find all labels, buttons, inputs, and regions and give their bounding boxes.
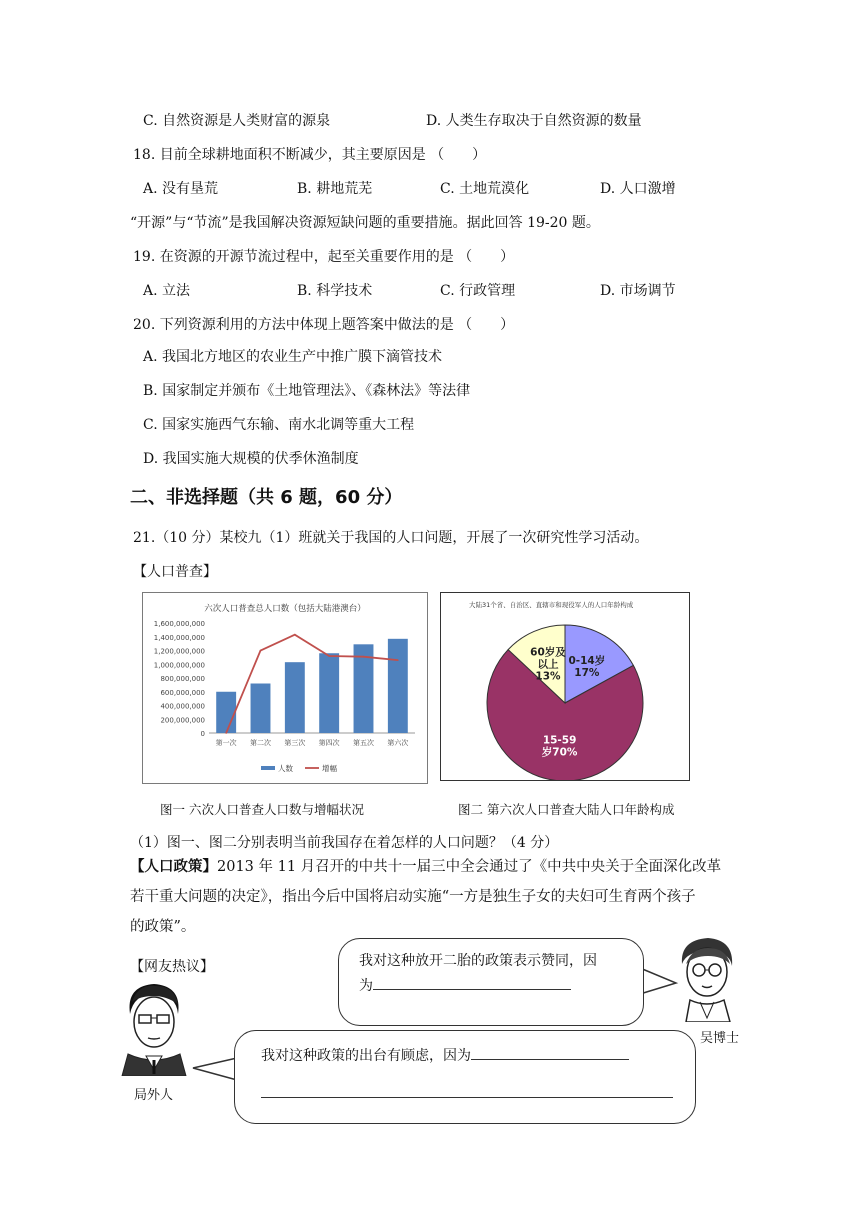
bubble-2-text: 我对这种政策的出台有顾虑，因为 [261,1045,629,1066]
y-tick-label: 1,400,000,000 [153,633,205,642]
policy-text-1: 2013 年 11 月召开的中共十一届三中全会通过了《中共中央关于全面深化改革 [217,859,722,875]
person-outsider-name: 局外人 [134,1088,174,1103]
y-tick-label: 1,600,000,000 [153,620,205,628]
q20-option-d: D. 我国实施大规模的伏季休渔制度 [143,451,359,467]
speech-bubble-agree [338,938,644,1026]
pie-label: 13% [535,670,561,683]
policy-label: 【人口政策】 [130,858,217,875]
x-tick-label: 第三次 [284,739,306,747]
chart-1-title: 六次人口普查总人口数（包括大陆港澳台） [204,604,366,614]
pie-label: 0-14岁 [568,655,606,668]
y-tick-label: 0 [200,730,205,738]
bubble-2-tail [193,1058,237,1080]
y-tick-label: 1,000,000,000 [153,661,205,670]
q18-option-b: B. 耕地荒芜 [297,181,373,197]
answer-blank-1[interactable] [373,975,571,990]
x-tick-label: 第五次 [353,739,374,747]
x-tick-label: 第一次 [215,739,237,747]
policy-line-3: 的政策”。 [130,919,196,935]
q19-stem: 19. 在资源的开源节流过程中，起至关重要作用的是 （ ） [133,249,515,265]
speech-bubble-concern [234,1030,696,1124]
bubble-1-text: 我对这种放开二胎的政策表示赞同，因 [359,953,597,969]
q19-option-c: C. 行政管理 [440,283,516,299]
intro-19-20: “开源”与“节流”是我国解决资源短缺问题的重要措施。据此回答 19-20 题。 [130,215,600,231]
census-label: 【人口普查】 [133,564,217,580]
policy-line-2: 若干重大问题的决定》，指出今后中国将启动实施“一方是独生子女的夫妇可生育两个孩子 [130,889,696,905]
x-tick-label: 第四次 [318,739,340,747]
pie-label: 60岁及 [530,646,566,659]
x-tick-label: 第六次 [387,739,409,747]
q18-stem: 18. 目前全球耕地面积不断减少，其主要原因是 （ ） [133,147,487,163]
portrait-outsider [118,980,190,1076]
pie-label: 岁70% [541,746,578,759]
sub-question-1: （1）图一、图二分别表明当前我国存在着怎样的人口问题？（4 分） [130,835,559,851]
q19-option-a: A. 立法 [143,283,191,299]
legend-bar-label: 人数 [278,764,293,773]
q17-option-d: D. 人类生存取决于自然资源的数量 [426,113,642,129]
pie-label: 以上 [537,658,559,671]
answer-blank-2[interactable] [471,1045,629,1060]
chart-2-title: 大陆31个省、自治区、直辖市和现役军人的人口年龄构成 [469,601,634,609]
q21-stem: 21.（10 分）某校九（1）班就关于我国的人口问题，开展了一次研究性学习活动。 [133,530,649,546]
y-tick-label: 400,000,000 [160,702,205,711]
portrait-doctor [672,934,742,1022]
person-doctor-name: 吴博士 [700,1031,740,1046]
figure-1-caption: 图一 六次人口普查人口数与增幅状况 [160,802,364,817]
pie-label: 15-59 [542,734,577,747]
section-heading: 二、非选择题（共 6 题，60 分） [130,487,403,508]
q17-option-c: C. 自然资源是人类财富的源泉 [143,113,331,129]
x-tick-label: 第二次 [250,739,271,747]
bubble-1-text-2: 为 [359,975,571,996]
answer-blank-3[interactable] [261,1097,673,1098]
q20-option-c: C. 国家实施西气东输、南水北调等重大工程 [143,417,415,433]
figure-2-caption: 图二 第六次人口普查大陆人口年龄构成 [458,802,675,817]
q18-option-c: C. 土地荒漠化 [440,181,530,197]
y-tick-label: 800,000,000 [160,675,205,683]
y-tick-label: 600,000,000 [160,688,205,697]
y-tick-label: 200,000,000 [160,716,205,725]
q20-stem: 20. 下列资源利用的方法中体现上题答案中做法的是 （ ） [133,317,515,333]
y-tick-label: 1,200,000,000 [153,647,205,656]
q20-option-a: A. 我国北方地区的农业生产中推广膜下滴管技术 [143,349,443,365]
legend-line-label: 增幅 [322,764,337,773]
q18-option-a: A. 没有垦荒 [143,181,219,197]
netizen-label: 【网友热议】 [130,959,214,975]
q18-option-d: D. 人口激增 [600,181,676,197]
q20-option-b: B. 国家制定并颁布《土地管理法》、《森林法》等法律 [143,383,471,399]
q19-option-b: B. 科学技术 [297,283,373,299]
pie-label: 17% [574,667,600,680]
q19-option-d: D. 市场调节 [600,283,676,299]
